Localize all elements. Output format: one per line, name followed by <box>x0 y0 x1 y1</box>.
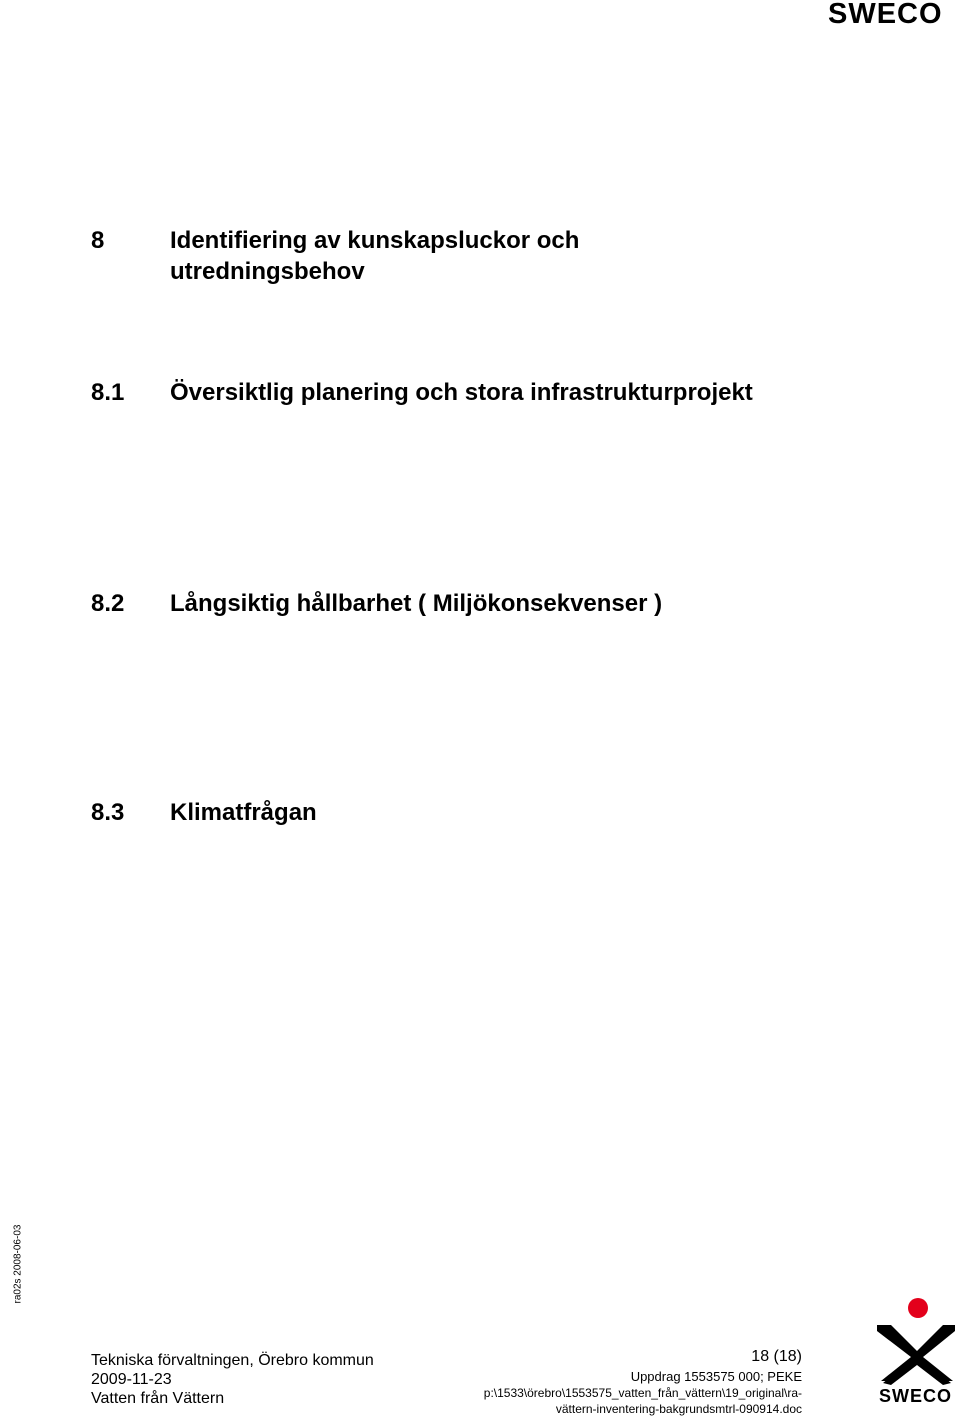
footer-project: Vatten från Vättern <box>91 1390 225 1407</box>
file-path-line-1: p:\1533\örebro\1553575_vatten_från_vättern\19_original\ra- <box>483 1386 802 1400</box>
sweco-emblem-icon <box>873 1295 957 1387</box>
section-heading-8-1 <box>91 377 851 408</box>
file-path-line-2: vättern-inventering-bakgrundsmtrl-090914.doc <box>555 1402 802 1416</box>
section-heading-8-3 <box>91 797 851 828</box>
assignment-number: Uppdrag 1553575 000; PEKE <box>630 1369 802 1384</box>
section-title: Långsiktig hållbarhet ( Miljökonsekvenser ) <box>170 590 663 617</box>
footer-date: 2009-11-23 <box>91 1371 172 1388</box>
sweco-wordmark: SWECO <box>879 1386 953 1406</box>
sweco-logo-bottom <box>873 1295 957 1409</box>
main-heading-title: Identifiering av kunskapsluckor och utredningsbehov <box>170 227 580 285</box>
section-number: 8.3 <box>91 799 125 826</box>
document-template-code: ra02s 2008-06-03 <box>12 1224 24 1304</box>
section-title: Översiktlig planering och stora infrastrukturprojekt <box>170 379 753 406</box>
footer-right <box>484 1347 802 1417</box>
footer-left <box>91 1351 374 1408</box>
sweco-logo-top: SWECO <box>828 0 943 30</box>
page-number: 18 (18) <box>751 1348 802 1365</box>
section-heading-8-2 <box>91 588 851 619</box>
section-number: 8.1 <box>91 379 125 406</box>
section-title: Klimatfrågan <box>170 799 317 826</box>
main-heading-number: 8 <box>91 227 105 254</box>
section-number: 8.2 <box>91 590 125 617</box>
main-heading <box>91 225 791 287</box>
footer-organization: Tekniska förvaltningen, Örebro kommun <box>91 1352 374 1369</box>
